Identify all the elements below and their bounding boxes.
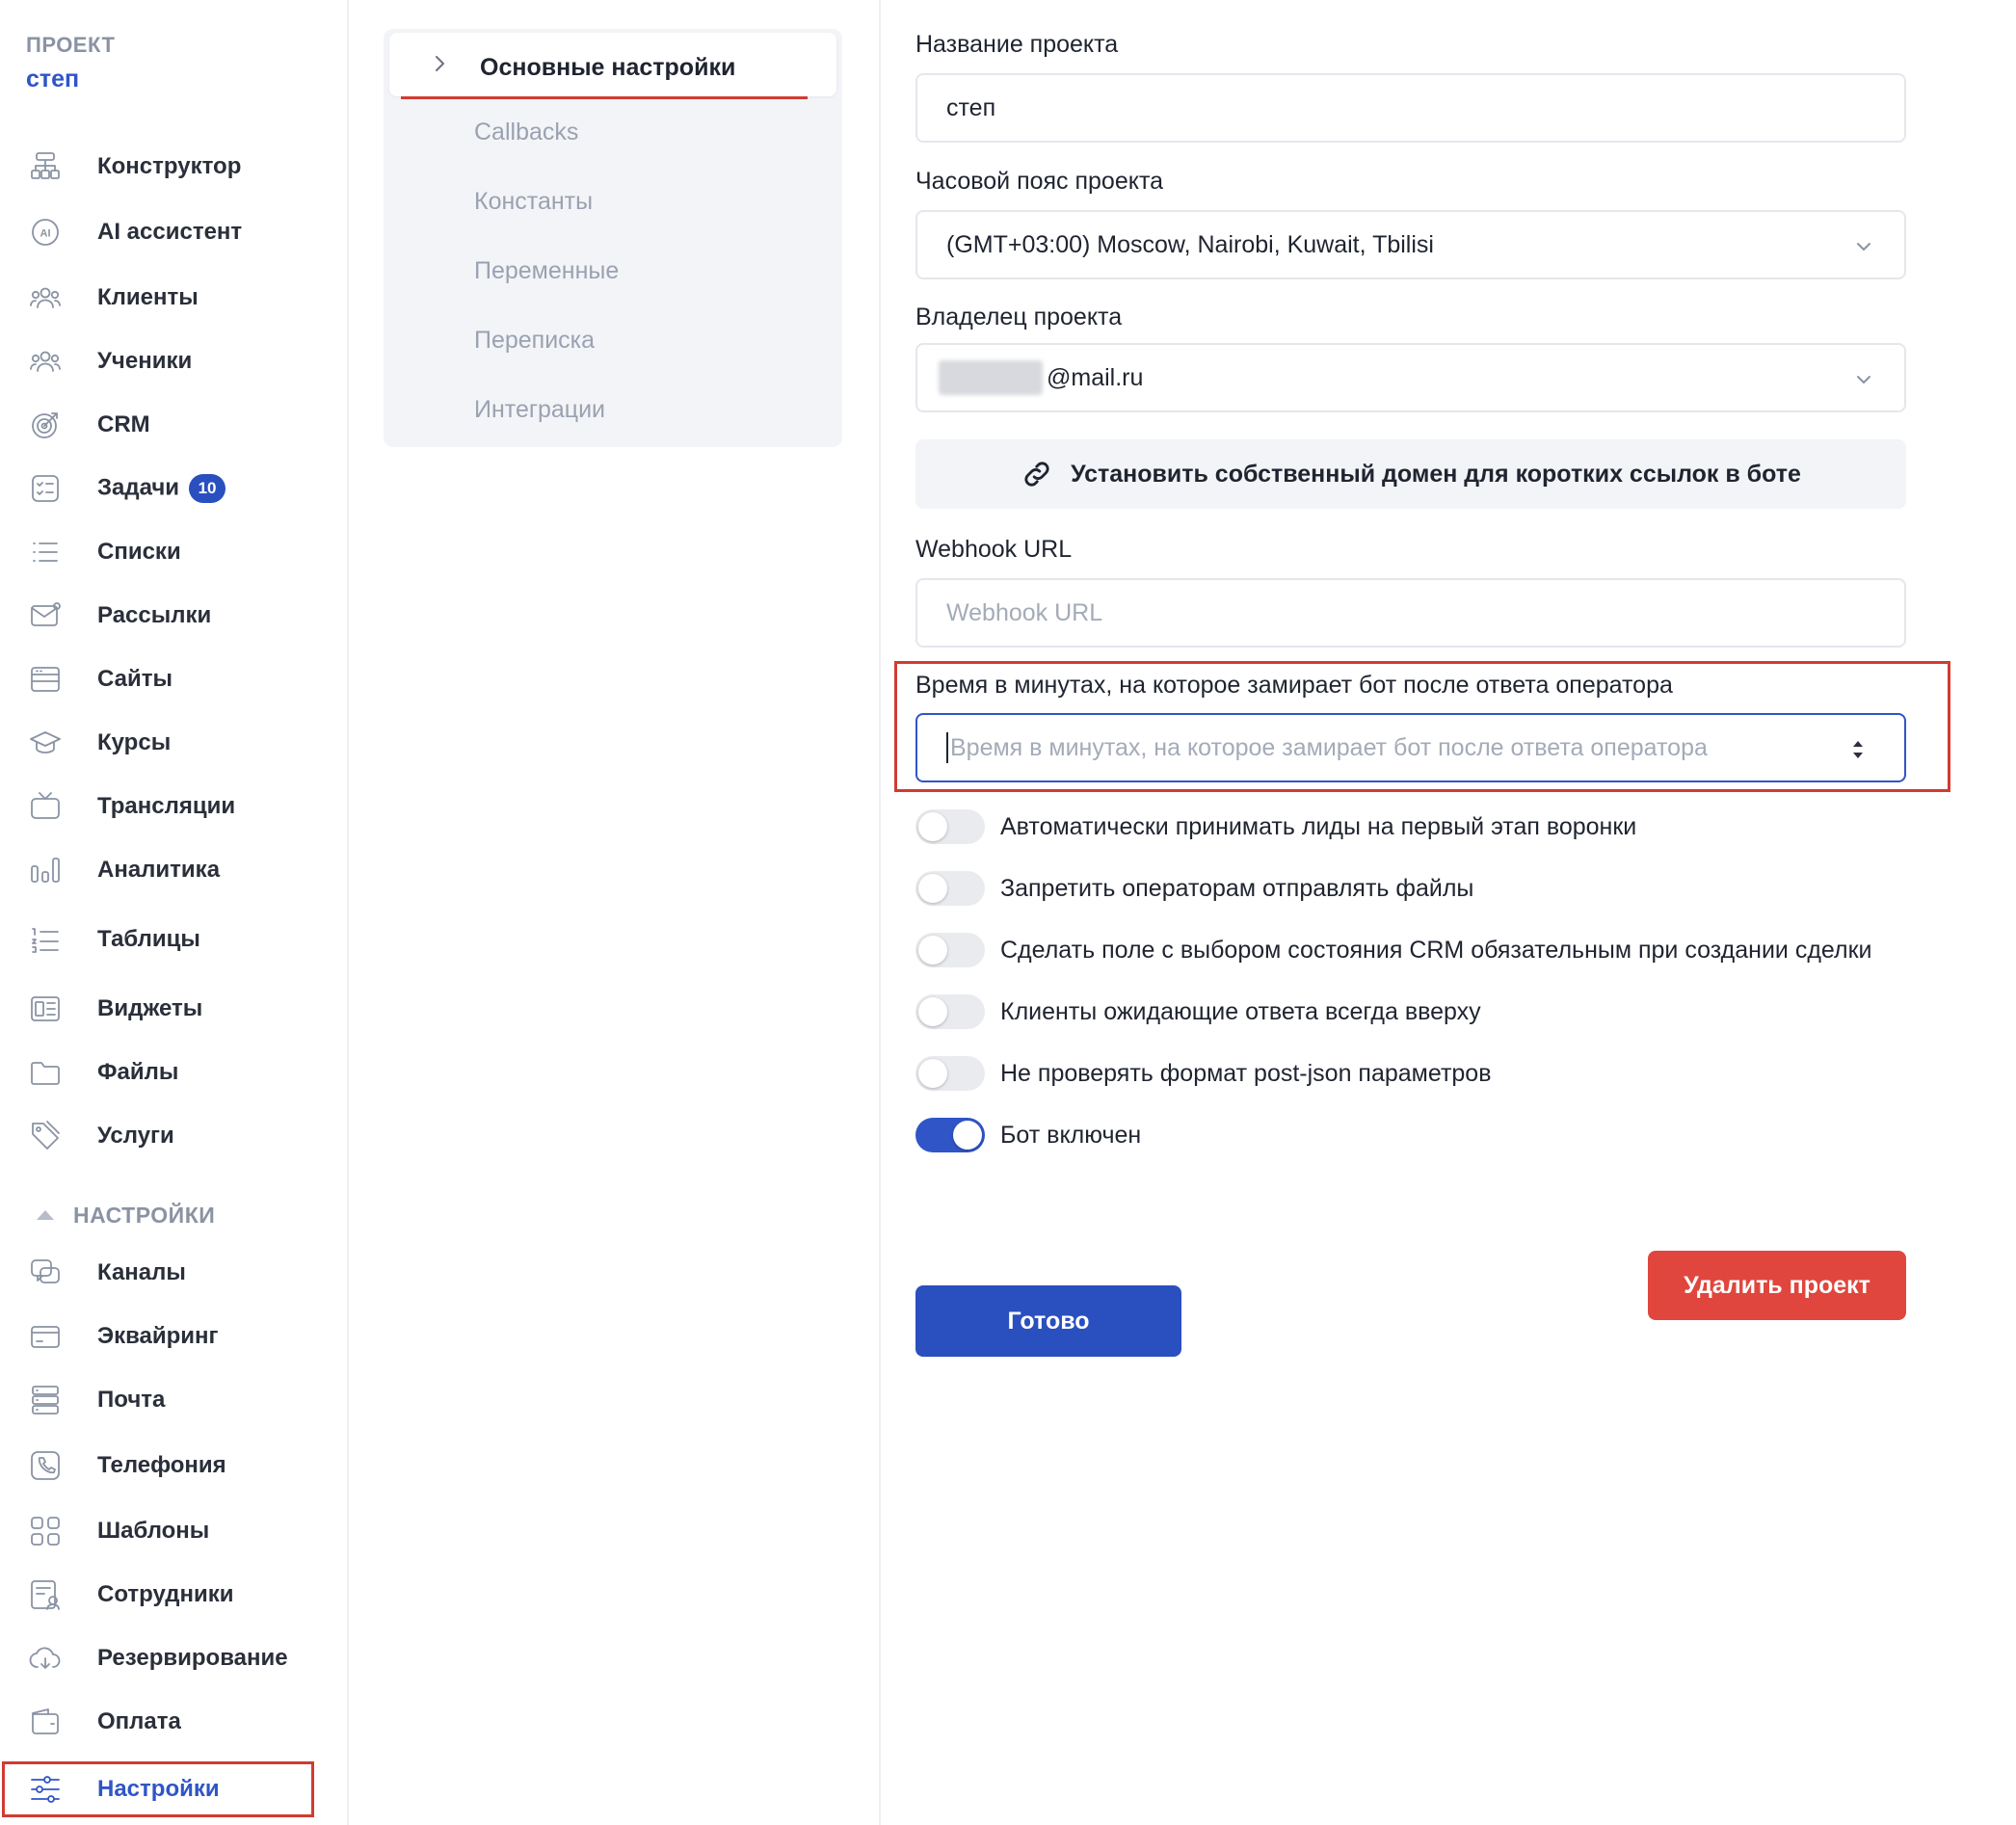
folder-icon (28, 1055, 63, 1090)
toggle-switch[interactable] (915, 871, 985, 906)
freeze-time-placeholder: Время в минутах, на которое замирает бот после ответа оператора (950, 733, 1708, 761)
tasks-icon (28, 471, 63, 506)
submenu-item-constants[interactable]: Константы (474, 188, 594, 215)
sidebar-item-label: Ученики (97, 348, 193, 374)
submenu-item-correspondence[interactable]: Переписка (474, 327, 596, 354)
sidebar-item-label: Каналы (97, 1259, 186, 1285)
grid-icon (28, 1514, 63, 1548)
toggle-knob (918, 1059, 947, 1088)
toggle-label: Клиенты ожидающие ответа всегда вверху (1000, 997, 1481, 1025)
timezone-value: (GMT+03:00) Moscow, Nairobi, Kuwait, Tbilisi (946, 230, 1434, 258)
sidebar-item-label: Сайты (97, 666, 172, 692)
sidebar-item-label: Задачи (97, 474, 180, 501)
webhook-placeholder: Webhook URL (946, 598, 1103, 626)
sidebar-item-acquiring[interactable] (0, 1309, 314, 1364)
sidebar-item-backup[interactable] (0, 1630, 314, 1686)
toggle-switch[interactable] (915, 1056, 985, 1091)
sidebar-item-staff[interactable] (0, 1567, 314, 1623)
settings-section-header[interactable] (37, 1201, 215, 1230)
cloud-icon (28, 1641, 63, 1676)
server-icon (28, 1383, 63, 1417)
sidebar-item-label: Клиенты (97, 284, 199, 310)
freeze-time-input[interactable] (915, 713, 1906, 782)
chevron-down-icon (1854, 237, 1873, 256)
toggle-row[interactable] (915, 931, 1871, 969)
toggle-switch[interactable] (915, 933, 985, 967)
sidebar-item-label: Телефония (97, 1452, 226, 1478)
timezone-label: Часовой пояс проекта (915, 168, 1164, 195)
settings-submenu (384, 29, 842, 447)
toggle-label: Автоматически принимать лиды на первый этап воронки (1000, 812, 1637, 840)
toggle-knob (918, 812, 947, 841)
owner-label: Владелец проекта (915, 304, 1123, 331)
sidebar-item-label: Виджеты (97, 995, 203, 1021)
numbered-list-icon (28, 922, 63, 957)
list-icon (28, 535, 63, 569)
sidebar-item-konstruktor[interactable] (0, 139, 314, 195)
widget-icon (28, 992, 63, 1026)
sidebar-item-label: Списки (97, 539, 181, 565)
users-icon (28, 280, 63, 315)
sidebar-item-telephony[interactable] (0, 1438, 314, 1494)
link-icon (1021, 458, 1053, 490)
column-divider (879, 0, 881, 1825)
phone-icon (28, 1448, 63, 1483)
submenu-item-variables[interactable]: Переменные (474, 257, 620, 284)
sidebar-item-streams[interactable] (0, 779, 314, 834)
toggle-knob (953, 1121, 982, 1150)
sidebar-item-mailings[interactable] (0, 588, 314, 644)
text-caret (946, 732, 948, 763)
target-icon (28, 408, 63, 442)
students-icon (28, 344, 63, 379)
sidebar-item-mail[interactable] (0, 1372, 314, 1428)
sidebar-item-label: AI ассистент (97, 219, 243, 245)
sidebar-item-courses[interactable] (0, 715, 314, 771)
active-underline (401, 96, 808, 99)
project-name-label: Название проекта (915, 31, 1119, 58)
sidebar-item-channels[interactable] (0, 1245, 314, 1301)
project-name-value: степ (946, 93, 996, 121)
toggle-knob (918, 874, 947, 903)
sidebar-item-label: Таблицы (97, 926, 200, 952)
toggle-label: Не проверять формат post-json параметров (1000, 1059, 1492, 1087)
owner-value: @mail.ru (1047, 363, 1144, 391)
toggle-label: Сделать поле с выбором состояния CRM обязательным при создании сделки (1000, 936, 1872, 964)
sidebar (0, 0, 349, 1825)
sidebar-item-settings[interactable] (0, 1761, 314, 1817)
mail-icon (28, 598, 63, 633)
number-spinner-icon[interactable] (1850, 736, 1866, 763)
sidebar-item-crm[interactable] (0, 397, 314, 453)
sidebar-item-label: Почта (97, 1387, 166, 1413)
tag-icon (28, 1119, 63, 1153)
toggle-knob (918, 997, 947, 1026)
timezone-select[interactable] (915, 210, 1906, 279)
webhook-input[interactable] (915, 578, 1906, 648)
sidebar-item-label: Услуги (97, 1123, 174, 1149)
sidebar-item-label: Курсы (97, 729, 172, 755)
custom-domain-button-label: Установить собственный домен для коротких ссылок в боте (1071, 460, 1801, 488)
toggle-switch[interactable] (915, 994, 985, 1029)
sidebar-item-widgets[interactable] (0, 981, 314, 1037)
sidebar-item-label: Аналитика (97, 857, 221, 883)
sidebar-item-files[interactable] (0, 1045, 314, 1100)
chevron-down-icon (1854, 370, 1873, 389)
toggle-label: Запретить операторам отправлять файлы (1000, 874, 1474, 902)
tv-icon (28, 789, 63, 824)
toggle-switch[interactable] (915, 1118, 985, 1152)
wallet-icon (28, 1705, 63, 1739)
sliders-icon (28, 1772, 63, 1807)
sidebar-item-label: CRM (97, 411, 150, 437)
submenu-item-integrations[interactable]: Интеграции (474, 396, 606, 423)
project-label: ПРОЕКТ (26, 33, 116, 57)
project-name[interactable]: степ (26, 66, 80, 93)
sites-icon (28, 662, 63, 697)
sidebar-item-lists[interactable] (0, 524, 314, 580)
tasks-count-badge: 10 (189, 474, 225, 503)
settings-form (915, 0, 1976, 1825)
redacted-email-blur (939, 360, 1043, 395)
done-button[interactable]: Готово (915, 1285, 1181, 1357)
sidebar-item-label: Рассылки (97, 602, 212, 628)
sidebar-item-services[interactable] (0, 1108, 314, 1164)
toggle-label: Бот включен (1000, 1121, 1142, 1149)
credit-card-icon (28, 1319, 63, 1354)
collapse-triangle-icon (37, 1210, 54, 1220)
sidebar-item-tables[interactable] (0, 912, 314, 967)
custom-domain-button[interactable] (915, 439, 1906, 509)
project-name-input[interactable] (915, 73, 1906, 143)
sidebar-item-label: Настройки (97, 1776, 220, 1802)
sidebar-item-label: Резервирование (97, 1645, 288, 1671)
submenu-item-callbacks[interactable]: Callbacks (474, 119, 579, 145)
owner-select[interactable] (915, 343, 1906, 412)
chevron-right-icon (430, 54, 449, 73)
ai-icon (28, 215, 63, 250)
sidebar-item-sites[interactable] (0, 651, 314, 707)
sidebar-item-label: Шаблоны (97, 1518, 210, 1544)
sidebar-item-label: Эквайринг (97, 1323, 219, 1349)
graduation-cap-icon (28, 726, 63, 760)
sidebar-item-payment[interactable] (0, 1694, 314, 1750)
sidebar-item-label: Оплата (97, 1708, 181, 1734)
sidebar-item-label: Сотрудники (97, 1581, 234, 1607)
submenu-active-label: Основные настройки (480, 54, 736, 81)
freeze-time-label: Время в минутах, на которое замирает бот после ответа оператора (915, 672, 1673, 699)
toggle-row[interactable] (915, 1054, 1492, 1093)
sidebar-item-clients[interactable] (0, 270, 314, 326)
sidebar-item-templates[interactable] (0, 1503, 314, 1559)
settings-section-label: НАСТРОЙКИ (73, 1202, 216, 1228)
staff-icon (28, 1577, 63, 1612)
sidebar-item-analytics[interactable] (0, 842, 314, 898)
toggle-row[interactable] (915, 992, 1481, 1031)
delete-project-button[interactable]: Удалить проект (1648, 1251, 1906, 1320)
toggle-row[interactable] (915, 869, 1473, 908)
bar-chart-icon (28, 853, 63, 887)
sidebar-item-label: Трансляции (97, 793, 236, 819)
toggle-row[interactable] (915, 807, 1636, 846)
sidebar-item-label: Файлы (97, 1059, 179, 1085)
sidebar-item-label: Конструктор (97, 153, 242, 179)
submenu-item-main-settings[interactable] (389, 33, 836, 96)
toggle-row[interactable] (915, 1116, 1141, 1154)
toggle-switch[interactable] (915, 809, 985, 844)
webhook-label: Webhook URL (915, 536, 1073, 563)
constructor-icon (28, 149, 63, 184)
sidebar-item-ai[interactable] (0, 204, 314, 260)
toggle-knob (918, 936, 947, 965)
chat-icon (28, 1256, 63, 1290)
sidebar-item-students[interactable] (0, 333, 314, 389)
sidebar-item-tasks[interactable] (0, 461, 314, 516)
svg-text:AI: AI (40, 227, 51, 240)
